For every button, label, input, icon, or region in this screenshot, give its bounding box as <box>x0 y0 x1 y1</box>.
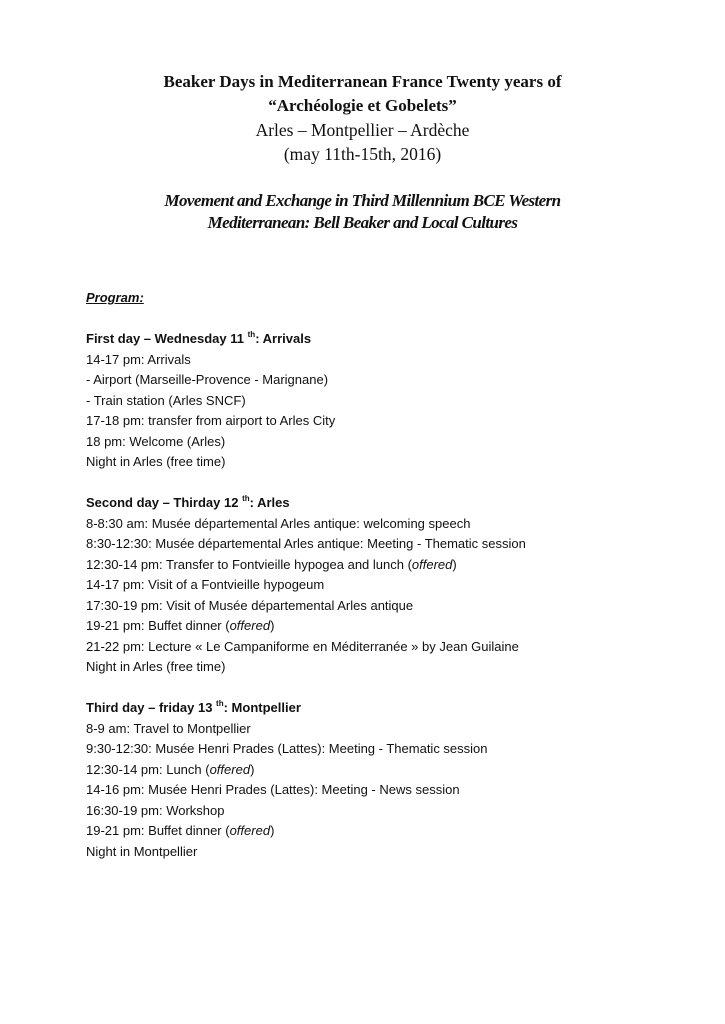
day-block-3 <box>86 698 686 862</box>
schedule-line-tail: ) <box>270 618 275 633</box>
schedule-line <box>86 801 686 822</box>
schedule-line-text: Night in Arles (free time) <box>86 454 226 469</box>
schedule-line-text: 12:30-14 pm: Lunch ( <box>86 761 210 777</box>
schedule-line-text: 21-22 pm: Lecture « Le Campaniforme en Méditerranée » by Jean Guilaine <box>86 638 519 654</box>
subtitle-line-1: Movement and Exchange in Third Millennium BCE Western <box>164 191 561 210</box>
day-title-place: : Arles <box>249 495 290 510</box>
schedule-line <box>86 616 686 637</box>
schedule-line <box>86 350 686 371</box>
day-title-text: Second day – Thirday 12 <box>86 495 243 510</box>
day-title <box>86 493 686 514</box>
schedule-line-text: 8-9 am: Travel to Montpellier <box>86 720 251 736</box>
schedule-line <box>86 452 686 473</box>
header-title-line-2: “Archéologie et Gobelets” <box>268 96 457 115</box>
schedule-line-text: 17:30-19 pm: Visit of Musée départemental Arles antique <box>86 597 414 613</box>
schedule-line-text: 14-16 pm: Musée Henri Prades (Lattes): Meeting - News session <box>86 782 460 797</box>
day-title-ordinal: th <box>216 698 224 708</box>
schedule-line <box>86 760 686 781</box>
schedule-line-text: 12:30-14 pm: Transfer to Fontvieille hypogea and lunch ( <box>86 556 412 572</box>
schedule-line <box>86 657 686 678</box>
schedule-line <box>86 432 686 453</box>
schedule-line-text: 19-21 pm: Buffet dinner ( <box>86 823 230 838</box>
day-block-1 <box>86 329 686 473</box>
header-locations: Arles – Montpellier – Ardèche <box>255 120 470 140</box>
document-header <box>0 70 725 166</box>
schedule-line <box>86 534 686 555</box>
program-label: Program: <box>86 290 144 305</box>
schedule-line-text: Night in Montpellier <box>86 843 198 859</box>
schedule-line-tail: ) <box>270 823 275 838</box>
schedule-line-text: 17-18 pm: transfer from airport to Arles City <box>86 413 336 428</box>
schedule-line <box>86 596 686 617</box>
document-subtitle <box>0 190 725 234</box>
schedule-line-text: 16:30-19 pm: Workshop <box>86 802 225 818</box>
schedule-line <box>86 370 686 391</box>
schedule-line <box>86 780 686 801</box>
day-title-text: Third day – friday 13 <box>86 700 217 715</box>
schedule-line <box>86 575 686 596</box>
schedule-line <box>86 739 686 760</box>
schedule-line-text: 9:30-12:30: Musée Henri Prades (Lattes): Meeting - Thematic session <box>86 741 488 756</box>
header-title-line-1: Beaker Days in Mediterranean France Twenty years of <box>163 72 562 91</box>
schedule-line-emphasis: offered <box>209 761 251 777</box>
schedule-line <box>86 391 686 412</box>
schedule-line-text: 14-17 pm: Visit of a Fontvieille hypogeum <box>86 577 325 592</box>
schedule-line-tail: ) <box>452 556 457 572</box>
schedule-line <box>86 842 686 863</box>
schedule-line <box>86 411 686 432</box>
schedule-line-emphasis: offered <box>411 556 453 572</box>
schedule-line <box>86 719 686 740</box>
day-title-place: : Montpellier <box>223 700 301 715</box>
schedule-line-text: Night in Arles (free time) <box>86 659 226 674</box>
schedule-line-text: 19-21 pm: Buffet dinner ( <box>86 618 230 633</box>
day-title-place: : Arrivals <box>255 331 312 346</box>
schedule-line-text: 14-17 pm: Arrivals <box>86 351 191 367</box>
schedule-line <box>86 637 686 658</box>
day-title <box>86 698 686 719</box>
day-block-2 <box>86 493 686 678</box>
schedule-line <box>86 514 686 535</box>
schedule-line-tail: ) <box>250 761 255 777</box>
schedule-line-text: 8-8:30 am: Musée départemental Arles antique: welcoming speech <box>86 515 471 531</box>
program-section <box>86 288 686 883</box>
schedule-line-text: - Train station (Arles SNCF) <box>86 392 246 408</box>
header-dates: (may 11th-15th, 2016) <box>283 144 442 164</box>
schedule-line-text: 18 pm: Welcome (Arles) <box>86 433 226 449</box>
day-title <box>86 329 686 350</box>
subtitle-line-2: Mediterranean: Bell Beaker and Local Cultures <box>207 213 518 232</box>
schedule-line-text: 8:30-12:30: Musée départemental Arles antique: Meeting - Thematic session <box>86 536 526 551</box>
schedule-line <box>86 821 686 842</box>
day-title-text: First day – Wednesday 11 <box>86 331 248 346</box>
schedule-line-emphasis: offered <box>229 618 271 633</box>
schedule-line <box>86 555 686 576</box>
schedule-line-emphasis: offered <box>229 823 271 838</box>
schedule-line-text: - Airport (Marseille-Provence - Marignane) <box>86 372 329 387</box>
day-title-ordinal: th <box>247 329 256 339</box>
day-title-ordinal: th <box>242 493 250 503</box>
